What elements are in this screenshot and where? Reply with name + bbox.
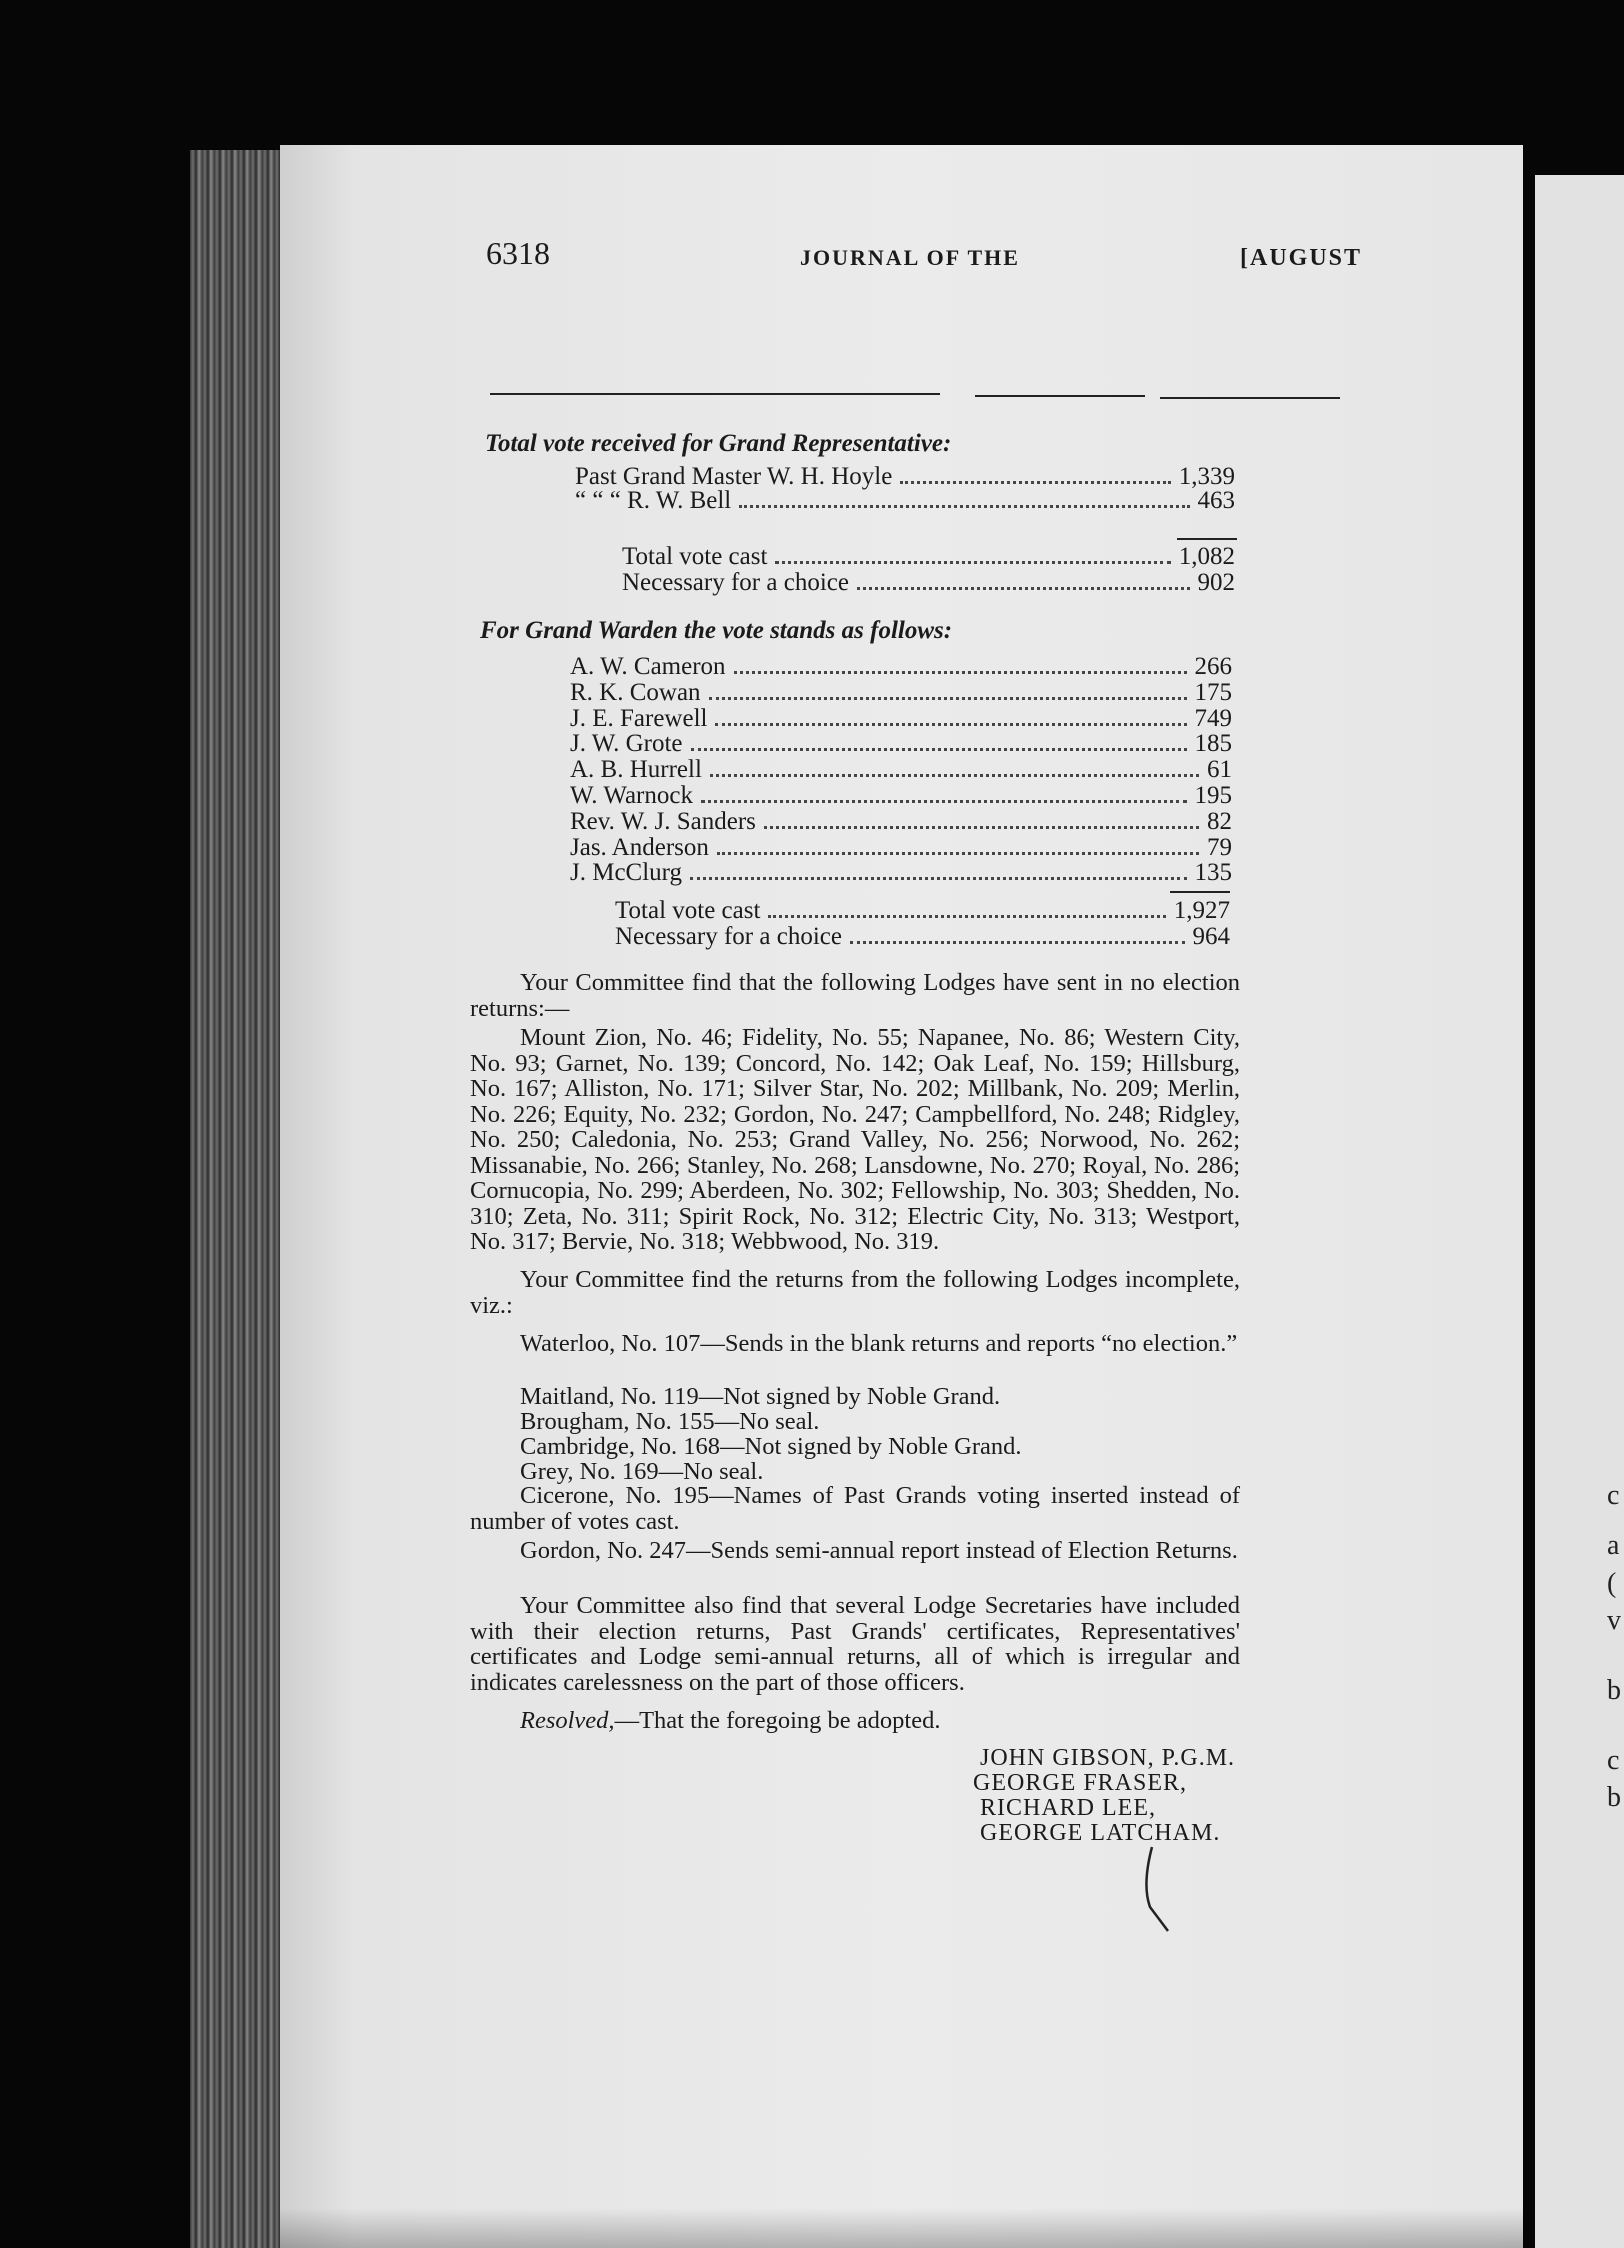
grand-representative-heading: Total vote received for Grand Representative: (485, 430, 952, 457)
leader-dots (764, 826, 1199, 829)
leader-dots (710, 774, 1199, 777)
leader-dots (701, 800, 1187, 803)
sum-rule (1170, 891, 1230, 893)
cicerone-entry: Cicerone, No. 195—Names of Past Grands voting inserted instead of number of votes cast. (470, 1482, 1240, 1535)
maitland-entry: Maitland, No. 119—Not signed by Noble Grand. (520, 1383, 1001, 1410)
vote-row (570, 730, 1232, 758)
vote-row (570, 859, 1232, 887)
header-rule (490, 393, 940, 395)
vote-row (570, 653, 1232, 681)
vote-row: “ “ “ R. W. Bell 463 (575, 487, 1235, 514)
vote-count: 61 (1207, 756, 1232, 784)
page-month: [AUGUST (1240, 245, 1363, 271)
candidate-name: R. K. Cowan (570, 678, 701, 706)
gordon-entry: Gordon, No. 247—Sends semi-annual report instead of Election Returns. (520, 1537, 1238, 1564)
vote-row: Past Grand Master W. H. Hoyle 1,339 (575, 463, 1235, 490)
vote-count: 195 (1194, 782, 1232, 809)
choice-row: Necessary for a choice 964 (615, 923, 1230, 950)
vote-count: 135 (1194, 859, 1232, 887)
candidate-name: W. Warnock (570, 782, 693, 809)
leader-dots (734, 671, 1187, 674)
waterloo-entry: Waterloo, No. 107—Sends in the blank returns and reports “no election.” (520, 1330, 1238, 1357)
candidate-name: A. B. Hurrell (570, 756, 702, 784)
incomplete-returns-paragraph: Your Committee find the returns from the following Lodges incomplete, viz.: (470, 1266, 1240, 1319)
vote-row (570, 679, 1232, 707)
signature-line: GEORGE FRASER, (973, 1770, 1188, 1796)
adjacent-page-letter: a (1607, 1530, 1620, 1561)
candidate-name: J. McClurg (570, 859, 683, 887)
choice-row: Necessary for a choice 902 (622, 569, 1235, 596)
leader-dots (717, 852, 1199, 855)
page-number: 6318 (486, 235, 550, 271)
adjacent-page-letter: b (1607, 1675, 1621, 1706)
book-binding (190, 150, 280, 2248)
adjacent-page-letter: v (1607, 1605, 1621, 1636)
resolved-text: —That the foregoing be adopted. (614, 1707, 941, 1734)
adjacent-page-letter: c (1607, 1480, 1620, 1511)
page-title: JOURNAL OF THE (800, 245, 1020, 270)
vote-row (570, 782, 1232, 810)
signature-line: RICHARD LEE, (980, 1795, 1156, 1821)
vote-count: 82 (1207, 807, 1232, 835)
adjacent-page-letter: c (1607, 1745, 1620, 1776)
secretaries-paragraph: Your Committee also find that several Lodge Secretaries have included with their election returns, Past Grands' certificates, Representatives' certificates and Lodge semi-annual returns, all of which is irregular and indicates carelessness on the part of those officers. (470, 1592, 1240, 1696)
grand-warden-heading: For Grand Warden the vote stands as follows: (480, 617, 953, 644)
cambridge-entry: Cambridge, No. 168—Not signed by Noble Grand. (520, 1433, 1022, 1460)
lodge-list-paragraph: Mount Zion, No. 46; Fidelity, No. 55; Napanee, No. 86; Western City, No. 93; Garnet, No. 139; Concord, No. 142; Oak Leaf, No. 159; Hillsburg, No. 167; Alliston, No. 171; Silver Star, No. 202; Millbank, No. 209; Merlin, No. 226; Equity, No. 232; Gordon, No. 247; Campbellford, No. 248; Ridgley, No. 250; Caledonia, No. 253; Grand Valley, No. 256; Norwood, No. 262; Missanabie, No. 266; Stanley, No. 268; Lansdowne, No. 270; Royal, No. 286; Cornucopia, No. 299; Aberdeen, No. 302; Fellowship, No. 303; Shedden, No. 310; Zeta, No. 311; Spirit Rock, No. 312; Electric City, No. 313; Westport, No. 317; Bervie, No. 318; Webbwood, No. 319. (470, 1024, 1240, 1255)
vote-count: 185 (1194, 730, 1232, 758)
adjacent-page-letter: ( (1607, 1568, 1617, 1599)
vote-count: 175 (1194, 678, 1232, 706)
grey-entry: Grey, No. 169—No seal. (520, 1458, 764, 1485)
no-returns-paragraph: Your Committee find that the following Lodges have sent in no election returns:— (470, 969, 1240, 1022)
signature-line: JOHN GIBSON, P.G.M. (980, 1745, 1236, 1771)
adjacent-page-edge (1535, 175, 1624, 2248)
brougham-entry: Brougham, No. 155—No seal. (520, 1408, 820, 1435)
sum-rule (1177, 538, 1237, 540)
resolved-label: Resolved, (520, 1707, 615, 1734)
vote-count: 79 (1207, 833, 1232, 861)
vote-row (570, 808, 1232, 836)
pencil-mark (1140, 1845, 1180, 1935)
leader-dots (691, 748, 1187, 751)
vote-row (570, 756, 1232, 784)
vote-count: 749 (1194, 704, 1232, 732)
header-rule (975, 395, 1145, 397)
adjacent-page-letter: b (1607, 1782, 1621, 1813)
leader-dots (715, 723, 1186, 726)
candidate-name: Rev. W. J. Sanders (570, 807, 756, 835)
leader-dots (709, 697, 1187, 700)
journal-page (280, 145, 1523, 2248)
candidate-name: Jas. Anderson (570, 833, 709, 861)
vote-row (570, 834, 1232, 862)
leader-dots (690, 877, 1186, 880)
total-row: Total vote cast 1,927 (615, 897, 1230, 924)
vote-count: 266 (1194, 653, 1232, 680)
signature-line: GEORGE LATCHAM. (980, 1820, 1221, 1846)
candidate-name: J. W. Grote (570, 730, 683, 758)
vote-row (570, 705, 1232, 733)
candidate-name: J. E. Farewell (570, 704, 708, 732)
total-row: Total vote cast 1,082 (622, 543, 1235, 570)
header-rule (1160, 397, 1340, 399)
candidate-name: A. W. Cameron (570, 653, 726, 680)
resolution (520, 1707, 940, 1735)
